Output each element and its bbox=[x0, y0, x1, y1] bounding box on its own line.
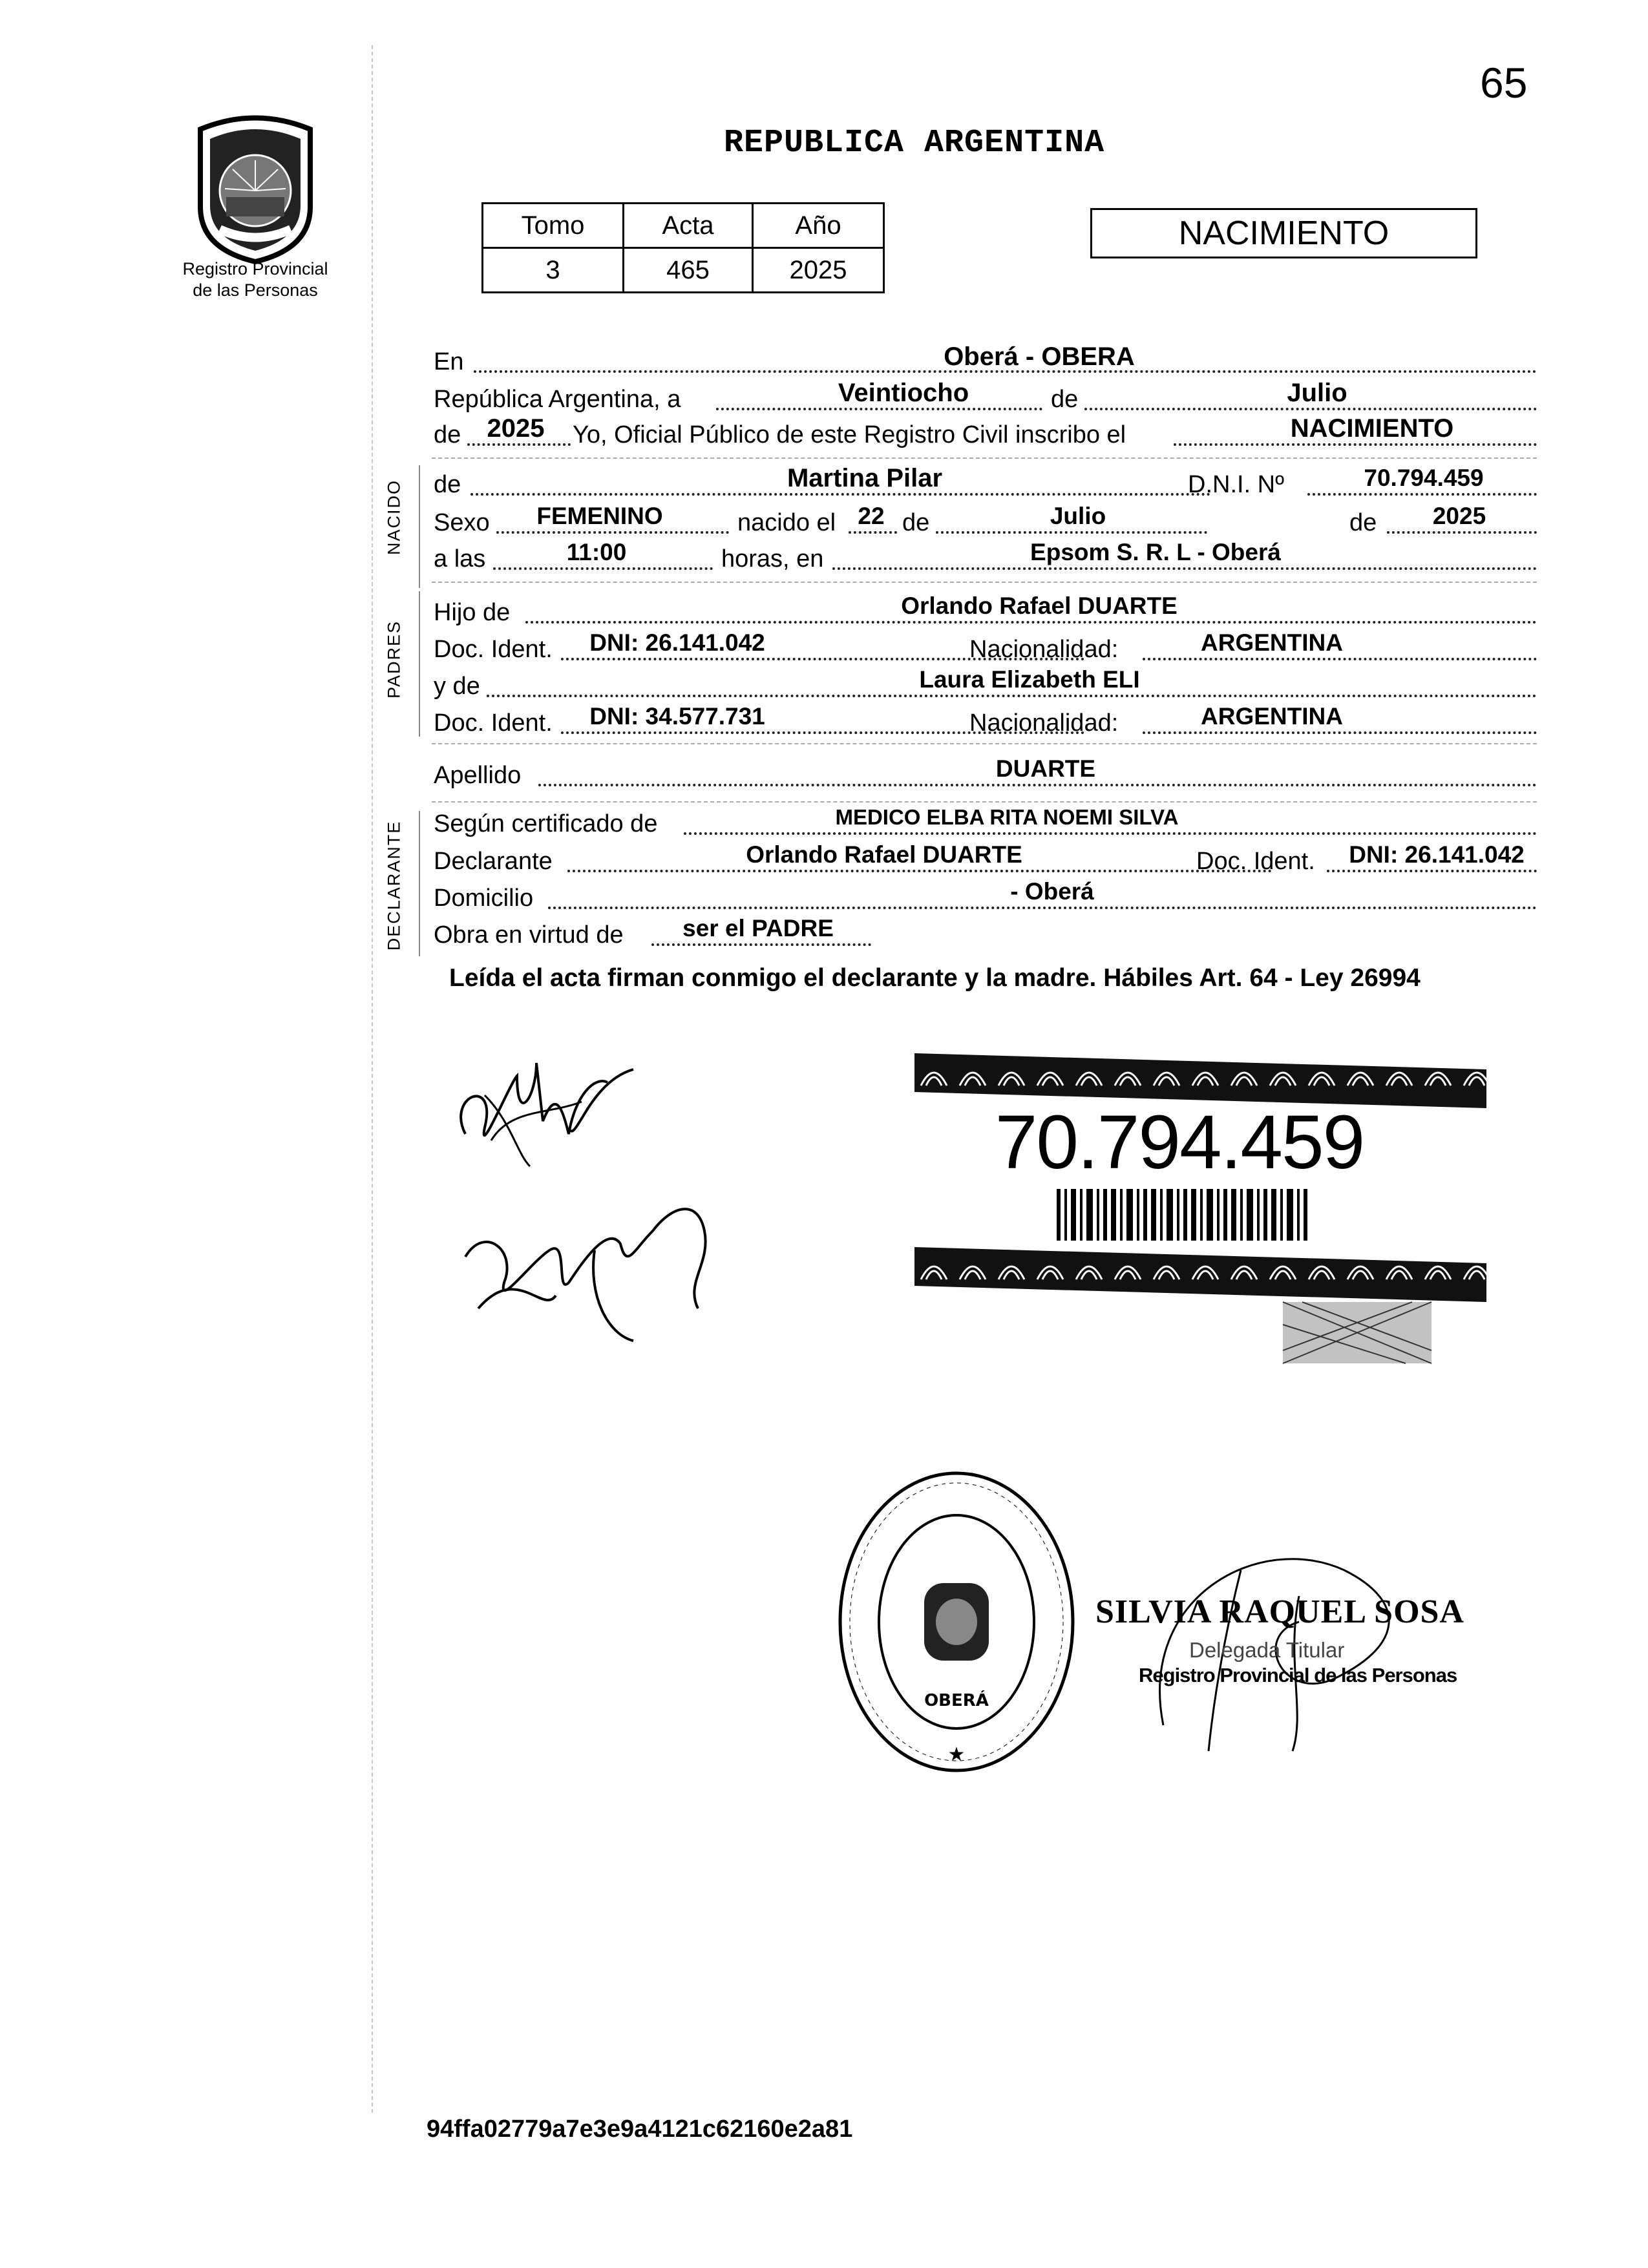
label-republica: República Argentina, a bbox=[434, 386, 681, 413]
row-madre-doc bbox=[432, 703, 1537, 739]
value-sexo: FEMENINO bbox=[536, 503, 663, 529]
row-madre bbox=[432, 666, 1537, 702]
value-apellido: DUARTE bbox=[995, 755, 1096, 782]
row-padre-doc bbox=[432, 629, 1537, 666]
label-doc-ident-declarante: Doc. Ident. bbox=[1196, 848, 1315, 875]
value-certificado: MEDICO ELBA RITA NOEMI SILVA bbox=[835, 805, 1179, 829]
closing-text: Leída el acta firman conmigo el declarante y la madre. Hábiles Art. 64 - Ley 26994 bbox=[449, 964, 1421, 992]
label-segun: Según certificado de bbox=[434, 810, 658, 837]
acta-value-tomo: 3 bbox=[483, 248, 624, 293]
label-de-nombre: de bbox=[434, 471, 461, 498]
label-de-mes: de bbox=[902, 509, 930, 536]
value-madre-nacionalidad: ARGENTINA bbox=[1201, 703, 1343, 730]
row-republica bbox=[432, 379, 1537, 415]
label-declarante: Declarante bbox=[434, 848, 553, 875]
value-anio-inscripcion: 2025 bbox=[487, 414, 545, 443]
row-virtud bbox=[432, 915, 1537, 951]
value-lugar-nacimiento: Epsom S. R. L - Oberá bbox=[1030, 539, 1281, 565]
acta-value-anio: 2025 bbox=[753, 248, 884, 293]
logo-caption bbox=[149, 258, 362, 301]
label-y-de: y de bbox=[434, 673, 480, 700]
official-organization: Registro Provincial de las Personas bbox=[1139, 1664, 1457, 1686]
act-type-box: NACIMIENTO bbox=[1090, 208, 1477, 258]
acta-header-acta: Acta bbox=[624, 204, 753, 248]
logo-caption-line-2: de las Personas bbox=[193, 280, 318, 300]
page-number: 65 bbox=[1480, 59, 1528, 107]
seal-city: OBERÁ bbox=[924, 1691, 989, 1710]
label-de-2: de bbox=[434, 421, 461, 448]
row-declarante bbox=[432, 841, 1537, 877]
row-domicilio bbox=[432, 878, 1537, 914]
side-label-padres: PADRES bbox=[384, 620, 404, 699]
official-role: Delegada Titular bbox=[1189, 1638, 1345, 1662]
value-hora: 11:00 bbox=[566, 539, 627, 565]
value-padre: Orlando Rafael DUARTE bbox=[901, 593, 1178, 619]
label-horas-en: horas, en bbox=[721, 545, 824, 572]
margin-line bbox=[372, 45, 373, 2113]
value-nombre: Martina Pilar bbox=[787, 464, 943, 492]
province-shield-logo bbox=[181, 110, 330, 265]
row-nombre bbox=[432, 464, 1537, 501]
document-hash: 94ffa02779a7e3e9a4121c62160e2a81 bbox=[427, 2116, 853, 2143]
signatures bbox=[439, 1037, 737, 1373]
label-apellido: Apellido bbox=[434, 762, 522, 789]
value-dni: 70.794.459 bbox=[1364, 465, 1484, 491]
label-a-las: a las bbox=[434, 545, 486, 572]
row-apellido bbox=[432, 755, 1537, 792]
label-doc-ident-madre: Doc. Ident. bbox=[434, 709, 553, 737]
value-domicilio: - Oberá bbox=[1010, 878, 1094, 905]
value-acto: NACIMIENTO bbox=[1290, 414, 1454, 443]
side-label-nacido: NACIDO bbox=[384, 479, 404, 556]
label-dni-no: D.N.I. Nº bbox=[1188, 471, 1284, 498]
label-sexo: Sexo bbox=[434, 509, 490, 536]
label-obra: Obra en virtud de bbox=[434, 921, 624, 949]
row-hora bbox=[432, 539, 1537, 575]
label-nacionalidad-madre: Nacionalidad: bbox=[969, 709, 1119, 737]
acta-header-anio: Año bbox=[753, 204, 884, 248]
label-hijo-de: Hijo de bbox=[434, 599, 511, 626]
row-yo bbox=[432, 414, 1537, 451]
sticker-dni-number: 70.794.459 bbox=[995, 1100, 1364, 1185]
document-heading: REPUBLICA ARGENTINA bbox=[724, 125, 1105, 162]
value-padre-nacionalidad: ARGENTINA bbox=[1201, 629, 1343, 656]
value-madre: Laura Elizabeth ELI bbox=[919, 666, 1140, 693]
value-declarante-doc: DNI: 26.141.042 bbox=[1349, 841, 1525, 868]
value-anio-nacimiento: 2025 bbox=[1432, 503, 1486, 529]
nacido-bar bbox=[419, 465, 420, 588]
label-nacionalidad-padre: Nacionalidad: bbox=[969, 636, 1119, 663]
logo-caption-line-1: Registro Provincial bbox=[182, 259, 328, 278]
label-de-anio: de bbox=[1349, 509, 1377, 536]
row-sexo bbox=[432, 503, 1537, 539]
declarante-bar bbox=[419, 811, 420, 956]
acta-value-acta: 465 bbox=[624, 248, 753, 293]
value-padre-doc: DNI: 26.141.042 bbox=[589, 629, 765, 656]
value-madre-doc: DNI: 34.577.731 bbox=[589, 703, 765, 730]
label-de-1: de bbox=[1051, 386, 1079, 413]
value-mes-inscripcion: Julio bbox=[1287, 379, 1347, 407]
acta-header-tomo: Tomo bbox=[483, 204, 624, 248]
value-virtud: ser el PADRE bbox=[682, 915, 834, 941]
label-yo: Yo, Oficial Público de este Registro Civil inscribo el bbox=[573, 421, 1126, 448]
svg-text:★: ★ bbox=[947, 1744, 966, 1765]
side-label-declarante: DECLARANTE bbox=[384, 820, 404, 951]
row-padre bbox=[432, 593, 1537, 629]
value-mes-nacimiento: Julio bbox=[1050, 503, 1106, 529]
label-en: En bbox=[434, 348, 464, 375]
acta-table bbox=[481, 202, 885, 293]
row-certificado bbox=[432, 805, 1537, 840]
official-name: SILVIA RAQUEL SOSA bbox=[1095, 1593, 1464, 1630]
label-nacido-el: nacido el bbox=[737, 509, 836, 536]
value-declarante: Orlando Rafael DUARTE bbox=[746, 841, 1022, 868]
value-dia-letras: Veintiocho bbox=[838, 379, 969, 407]
label-doc-ident-padre: Doc. Ident. bbox=[434, 636, 553, 663]
value-lugar: Oberá - OBERA bbox=[944, 342, 1135, 371]
official-seal bbox=[834, 1467, 1079, 1777]
value-dia-nacimiento: 22 bbox=[858, 503, 885, 529]
row-en bbox=[432, 342, 1537, 378]
padres-bar bbox=[419, 591, 420, 737]
label-domicilio: Domicilio bbox=[434, 885, 534, 912]
